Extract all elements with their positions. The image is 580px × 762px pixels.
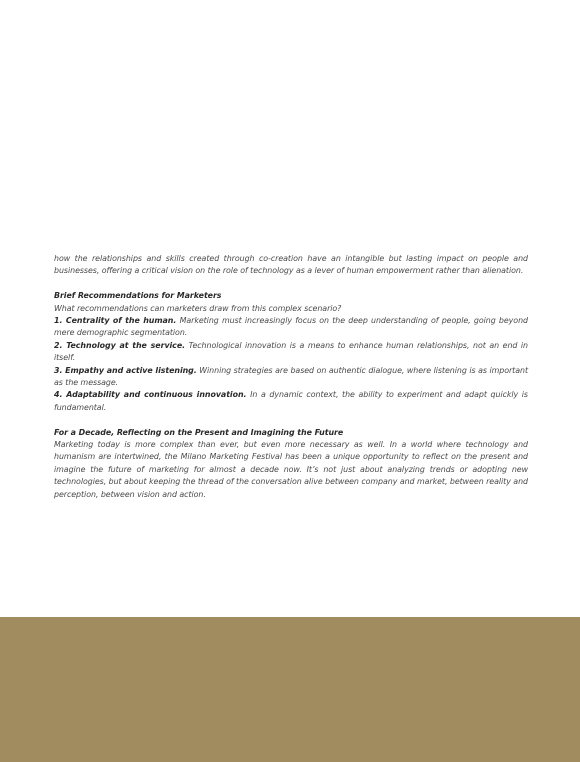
recommendation-text: Technological innovation is a means to enhance human relationships, not an end in itself. [54,340,529,363]
recommendation-item [54,365,528,390]
recommendation-title: 2. Technology at the service. [54,340,186,350]
intro-paragraph: how the relationships and skills created through co-creation have an intangible but lasting impact on people and businesses, offering a critical vision on the role of technology as a lever of human empowerment rather than alienation. [54,254,528,276]
recommendation-text: Winning strategies are based on authentic dialogue, where listening is as important as the message. [54,365,528,388]
recommendation-text: In a dynamic context, the ability to experiment and adapt quickly is fundamental. [54,390,528,412]
spacer [54,278,528,290]
recommendation-title: 1. Centrality of the human. [54,316,177,326]
recommendation-title: 3. Empathy and active listening. [54,365,197,375]
recommendation-item [54,315,528,340]
recommendation-item [54,340,528,365]
body-text [54,253,528,501]
recommendations-question: What recommendations can marketers draw from this complex scenario? [54,303,342,313]
recommendation-text: Marketing must increasingly focus on the deep understanding of people, going beyond mere demographic segmentation. [54,316,528,338]
decade-heading: For a Decade, Reflecting on the Present and Imagining the Future [54,427,344,437]
footer-color-band [0,617,580,762]
recommendation-title: 4. Adaptability and continuous innovation. [54,390,247,400]
recommendation-item [54,389,528,414]
spacer [54,414,528,426]
decade-paragraph: Marketing today is more complex than ever, but even more necessary as well. In a world where technology and humanism are intertwined, the Milano Marketing Festival has been a unique opportunity to reflect on the present and imagine the future of marketing for almost a decade now. It’s not just about analyzing trends or adopting new technologies, but about keeping the thread of the conversation alive between company and market, between reality and perception, between vision and action. [54,440,528,499]
recommendations-heading: Brief Recommendations for Marketers [54,291,222,301]
